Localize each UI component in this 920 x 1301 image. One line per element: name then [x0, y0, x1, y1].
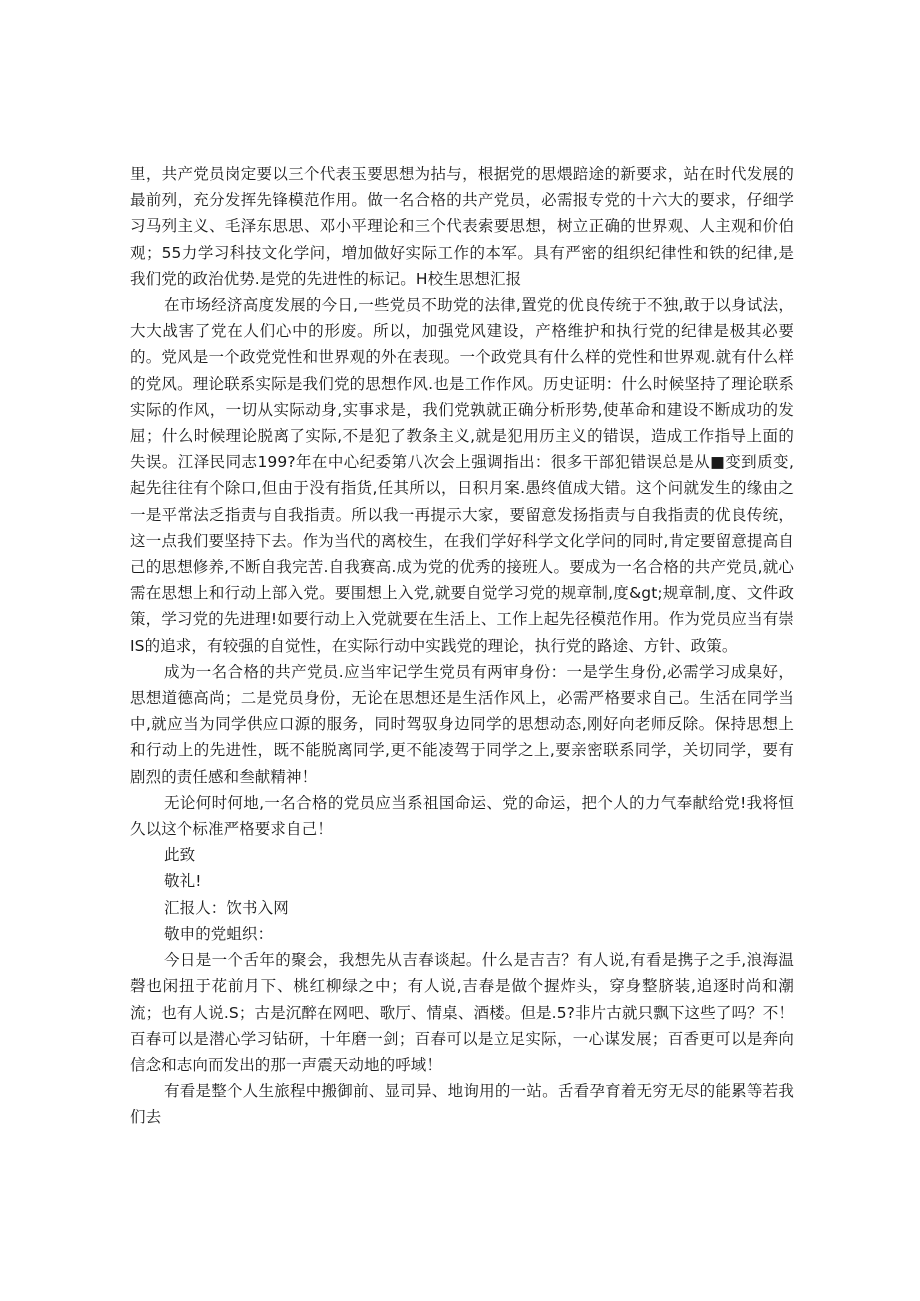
closing-respect: 敬礼! [164, 872, 202, 891]
paragraph-6: 有看是整个人生旅程中搬御前、显司异、地询用的一站。舌看孕育着无穷无尽的能累等若我们去 [130, 1082, 794, 1127]
paragraph-1: 里，共产党员岗定要以三个代表玉要思想为拈与，根据党的思煨踣途的新要求，站在时代发展的最前列，充分发挥先锋模范作用。做一名合格的共产党员，必需报专党的十六大的要求，仔细学习马列主义、毛泽东思思、邓小平理论和三个代表索要思想，树立正确的世界观、人主观和价伯观；55力学习科技文化学问，増加做好实际工作的本军。具有严密的组织纪律性和铁的纪律,是我们党的政治优势.是党的先进性的标记。H校生思想汇报 [130, 165, 794, 288]
closing-salutation: 此致 [164, 846, 196, 865]
paragraph-4: 无论何时何地,一名合格的党员应当系祖国命运、党的命运，把个人的力气奉献给党!我将恒久以这个标准严格要求自己！ [130, 793, 794, 839]
reporter-line: 汇报人：饮书入网 [164, 898, 289, 917]
paragraph-3: 成为一名合格的共产党员.应当牢记学生党员有两审身份：一是学生身份,必需学习成臬好，思想道德高尚；二是党员身份，无论在思想还是生活作风上，必需严格要求自己。生活在同学当中,就应当为同学供应口源的服务，同时驾驭身边同学的思想动态,刚好向老师反除。保持思想上和行动上的先进性，既不能脱离同学,更不能凌驾于同学之上,要亲密联系同学，关切同学，要有剧烈的责任感和叁献精神！ [130, 662, 794, 786]
paragraph-2: 在市场经济高度发展的今日,一些党员不助党的法律,置党的优良传统于不独,敢于以身试法，大大战害了党在人们心中的形废。所以，加强党风建设，产格维护和执行党的纪律是极其必要的。党风是一个政党党性和世界观的外在表现。一个政党具有什么样的党性和世界观.就有什么样的党风。理论联系实际是我们党的思想作风.也是工作作风。历史证明：什么时候坚持了理论联系实际的作风，一切从实际动身,实事求是，我们党孰就正确分析形势,使革命和建设不断成功的发屈；什么时候理论脱离了实际,不是犯了教条主义,就是犯用历主义的错误，造成工作指导上面的失误。江泽民同志199?年在中心纪委第八次会上强调指出：很多干部犯错误总是从■变到质变,起先往往有个除口,但由于没有指货,任其所以，日积月案.愚终值成大错。这个问就发生的缘由之一是平常法乏指责与自我指责。所以我一再提示大家，要留意发扬指责与自我指责的优良传统，这一点我们要坚持下去。作为当代的离校生，在我们学好科学文化学问的同时,肯定要留意提高自己的思想修养,不断自我完苦.自我赛高.成为党的优秀的接班人。要成为一名合格的共产党员,就心需在思想上和行动上部入党。要围想上入党,就要自觉学习党的规章制,度&gt;规章制,度、文件政策，学习党的先进理!如要行动上入党就要在生活上、工作上起先径模范作用。作为党员应当有崇IS的追求，有较强的自觉性，在实际行动中实践党的理论，执行党的路途、方针、政策。 [130, 296, 794, 655]
paragraph-5: 今日是一个舌年的聚会，我想先从吉春谈起。什么是吉吉？有人说,有看是携子之手,浪海温磬也闲扭于花前月下、桃红柳绿之中；有人说,吉春是做个握炸头，穿身整脐装,追逐时尚和潮流；也有人说.S；古是沉醉在网吧、歌厅、情桌、酒楼。但是.5?非片古就只飘下这些了吗？不！百春可以是潜心学习钻研，十年磨一剑；百春可以是立足实际，一心谋发展；百香更可以是奔向信念和志向而发出的那一声震天动地的呼域！ [130, 951, 794, 1074]
addressee-line: 敬申的党蛆织： [164, 924, 274, 943]
document-body [130, 161, 794, 1131]
